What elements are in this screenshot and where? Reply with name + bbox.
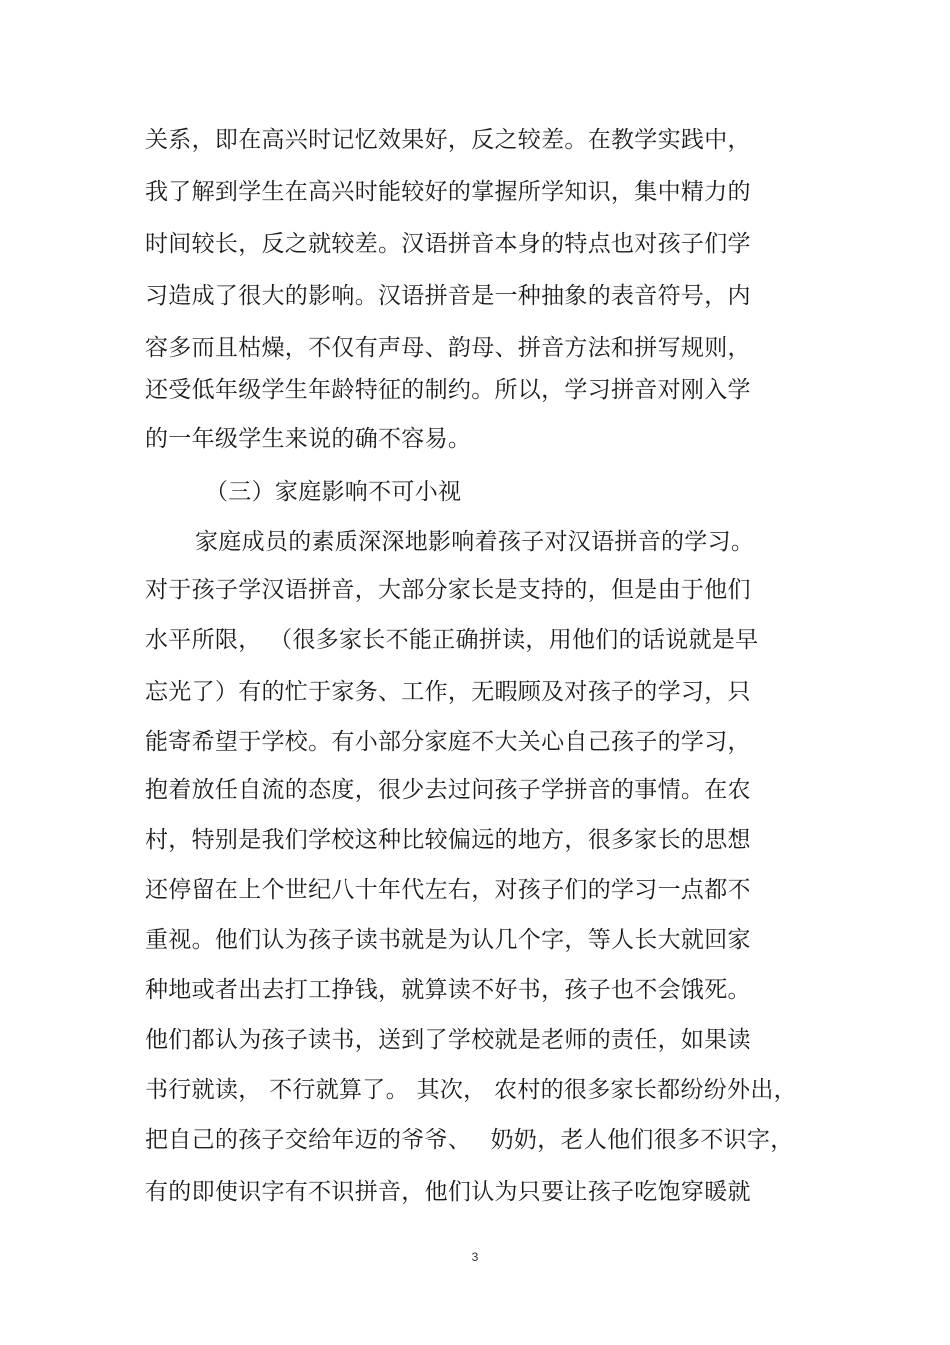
text-line: 把自己的孩子交给年迈的爷爷、 奶奶，老人他们很多不识字，: [145, 1127, 794, 1153]
text-line: 对于孩子学汉语拼音，大部分家长是支持的，但是由于他们: [145, 577, 751, 603]
text-line: 水平所限， （很多家长不能正确拼读，用他们的话说就是早: [145, 627, 759, 653]
text-line: 他们都认为孩子读书，送到了学校就是老师的责任，如果读: [145, 1027, 751, 1053]
text-line: 能寄希望于学校。有小部分家庭不大关心自己孩子的学习，: [145, 729, 751, 755]
text-line: 时间较长，反之就较差。汉语拼音本身的特点也对孩子们学: [145, 231, 751, 257]
text-line: 忘光了）有的忙于家务、工作，无暇顾及对孩子的学习，只: [145, 679, 751, 705]
text-line: 容多而且枯燥，不仅有声母、韵母、拼音方法和拼写规则，: [145, 335, 751, 361]
text-line: 书行就读， 不行就算了。 其次， 农村的很多家长都纷纷外出，: [145, 1077, 797, 1103]
text-line: 村，特别是我们学校这种比较偏远的地方，很多家长的思想: [145, 827, 751, 853]
section-heading: （三）家庭影响不可小视: [205, 479, 462, 505]
text-line: 我了解到学生在高兴时能较好的掌握所学知识，集中精力的: [145, 179, 751, 205]
paragraph-first-line: 家庭成员的素质深深地影响着孩子对汉语拼音的学习。: [195, 529, 755, 555]
text-line: 种地或者出去打工挣钱，就算读不好书，孩子也不会饿死。: [145, 977, 751, 1003]
text-line: 关系，即在高兴时记忆效果好，反之较差。在教学实践中，: [145, 127, 751, 153]
page-number: 3: [471, 1250, 479, 1264]
text-line: 有的即使识字有不识拼音，他们认为只要让孩子吃饱穿暖就: [145, 1179, 751, 1205]
text-line: 的一年级学生来说的确不容易。: [145, 426, 472, 452]
text-line: 重视。他们认为孩子读书就是为认几个字，等人长大就回家: [145, 927, 751, 953]
text-line: 习造成了很大的影响。汉语拼音是一种抽象的表音符号，内: [145, 283, 751, 309]
text-line: 还停留在上个世纪八十年代左右，对孩子们的学习一点都不: [145, 877, 751, 903]
text-line: 还受低年级学生年龄特征的制约。所以，学习拼音对刚入学: [145, 377, 751, 403]
text-line: 抱着放任自流的态度，很少去过问孩子学拼音的事情。在农: [145, 777, 751, 803]
